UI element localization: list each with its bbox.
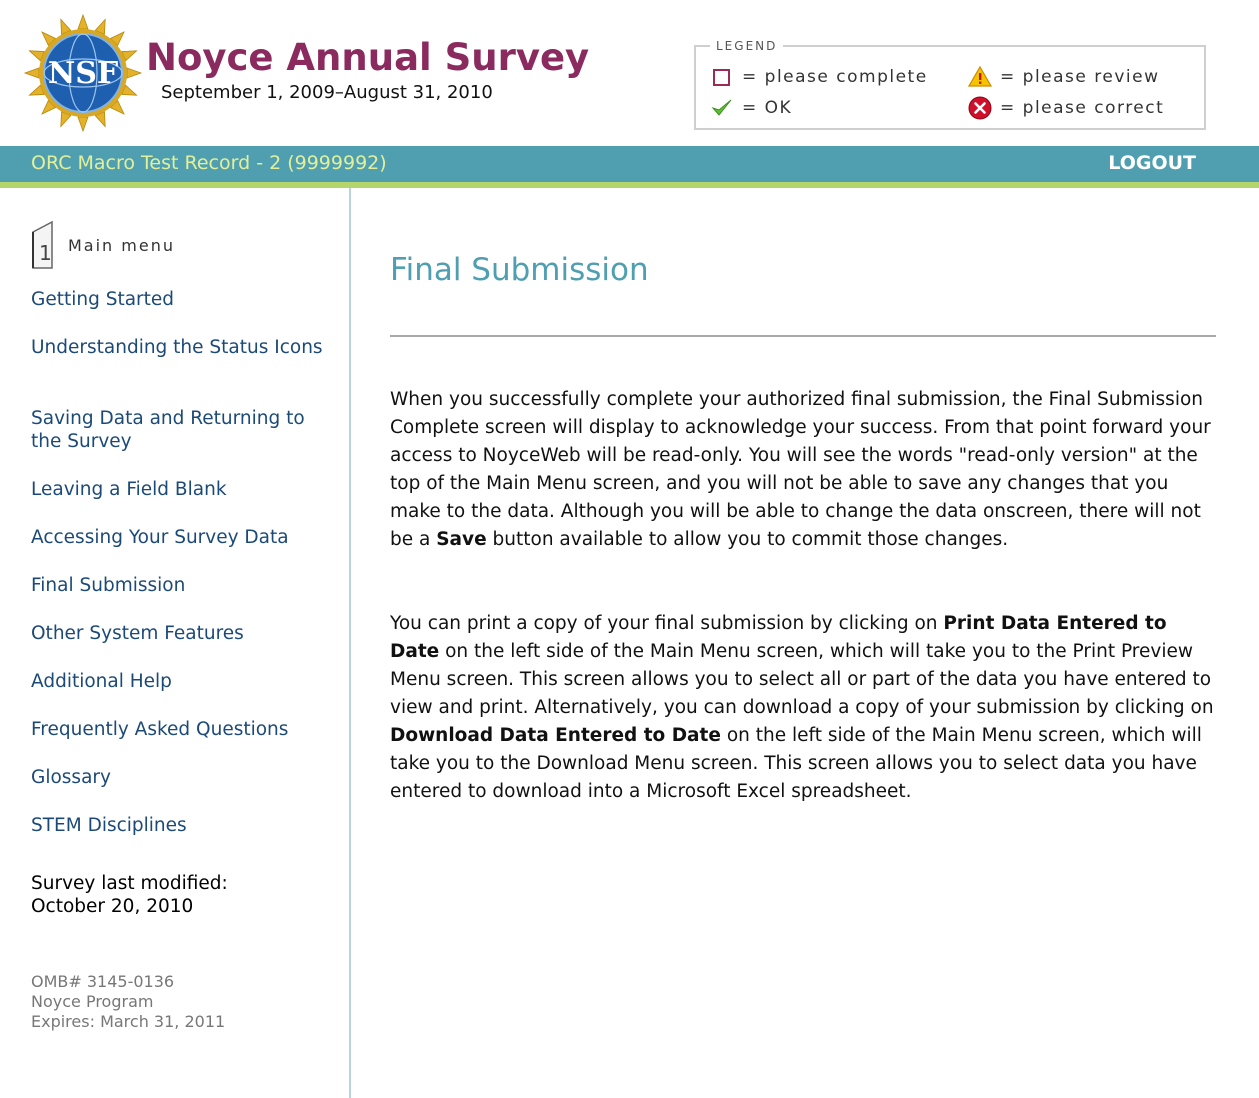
logout-button[interactable]: LOGOUT xyxy=(1108,152,1196,174)
sidebar-item-status-icons[interactable]: Understanding the Status Icons xyxy=(31,337,323,358)
survey-dates: September 1, 2009–August 31, 2010 xyxy=(161,82,493,103)
main-menu-link[interactable] xyxy=(30,220,175,270)
main-menu-label: Main menu xyxy=(68,235,175,255)
page-title: Final Submission xyxy=(390,252,649,288)
legend-title: LEGEND xyxy=(710,39,783,53)
svg-text:1: 1 xyxy=(39,241,52,265)
sidebar xyxy=(0,188,351,1098)
legend-ok: = OK xyxy=(710,96,792,120)
nsf-logo xyxy=(22,14,144,132)
empty-square-icon xyxy=(710,65,734,89)
survey-title: Noyce Annual Survey xyxy=(146,36,590,79)
main-menu-icon xyxy=(30,220,58,270)
sidebar-item-glossary[interactable]: Glossary xyxy=(31,767,111,788)
sidebar-item-other-features[interactable]: Other System Features xyxy=(31,623,244,644)
sidebar-item-stem-disciplines[interactable]: STEM Disciplines xyxy=(31,815,187,836)
sidebar-item-faq[interactable]: Frequently Asked Questions xyxy=(31,719,289,740)
sidebar-item-getting-started[interactable]: Getting Started xyxy=(31,289,175,310)
record-name: ORC Macro Test Record - 2 (9999992) xyxy=(31,152,387,174)
legend-please-review: = please review xyxy=(968,65,1159,89)
sidebar-item-final-submission[interactable]: Final Submission xyxy=(31,575,186,596)
paragraph-read-only: When you successfully complete your authorized final submission, the Final Submission Complete screen will display to acknowledge your success. From that point forward your access to NoyceWeb will be read-only. You will see the words "read-only version" at the top of the Main Menu screen, and you will not be able to save any changes that you make to the data. Although you will be able to change the data onscreen, there will not be a Save button available to allow you to commit those changes. xyxy=(390,389,1211,550)
svg-text:NSF: NSF xyxy=(47,56,119,91)
legend-box xyxy=(694,39,1206,130)
sidebar-item-leaving-field-blank[interactable]: Leaving a Field Blank xyxy=(31,479,227,500)
red-x-icon xyxy=(968,96,992,120)
sidebar-item-accessing-data[interactable]: Accessing Your Survey Data xyxy=(31,527,289,548)
survey-last-modified: Survey last modified: October 20, 2010 xyxy=(31,873,228,917)
title-divider xyxy=(390,335,1216,337)
legend-please-correct: = please correct xyxy=(968,96,1164,120)
green-check-icon xyxy=(710,96,734,120)
sidebar-item-saving-data[interactable]: Saving Data and Returning to the Survey xyxy=(31,408,305,452)
paragraph-print-download: You can print a copy of your final submission by clicking on Print Data Entered to Date on the left side of the Main Menu screen, which will take you to the Print Preview Menu screen. This screen allows you to select all or part of the data you have entered to view and print. Alternatively, you can download a copy of your submission by clicking on Download Data Entered to Date on the left side of the Main Menu screen, which will take you to the Download Menu screen. This screen allows you to select data you have entered to download into a Microsoft Excel spreadsheet. xyxy=(390,613,1214,802)
page-header xyxy=(0,0,1259,146)
legend-please-complete: = please complete xyxy=(710,65,928,89)
sidebar-item-additional-help[interactable]: Additional Help xyxy=(31,671,172,692)
warning-triangle-icon xyxy=(968,65,992,89)
omb-info: OMB# 3145-0136 Noyce Program Expires: March 31, 2011 xyxy=(31,972,226,1031)
